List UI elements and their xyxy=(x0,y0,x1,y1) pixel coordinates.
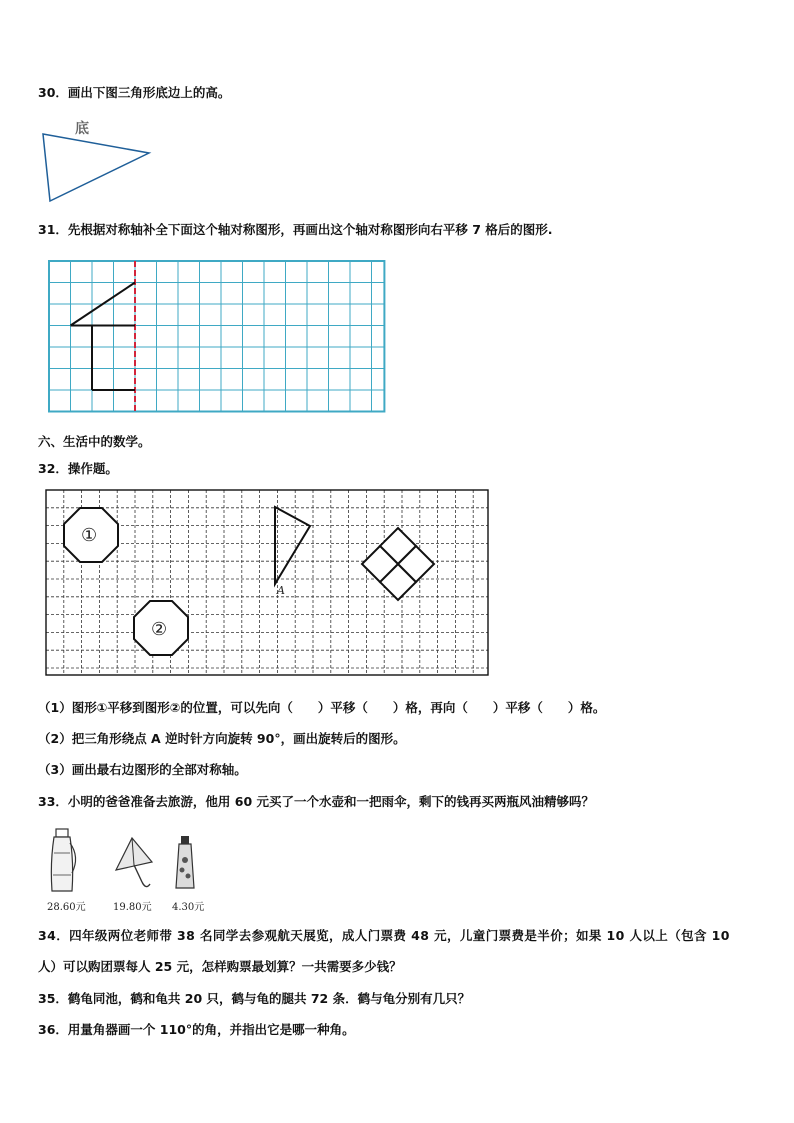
triangle-shape xyxy=(275,507,310,584)
q30-base-label: 底 xyxy=(75,121,89,137)
q32-sub2: （2）把三角形绕点 A 逆时针方向旋转 90°，画出旋转后的图形。 xyxy=(38,731,406,746)
q30-text: 30．画出下图三角形底边上的高。 xyxy=(38,85,231,100)
q35-text: 35．鹤龟同池，鹤和龟共 20 只，鹤与龟的腿共 72 条．鹤与龟分别有几只？ xyxy=(38,991,471,1006)
q36-text: 36．用量角器画一个 110°的角，并指出它是哪一种角。 xyxy=(38,1022,355,1037)
q34-line1: 34．四年级两位老师带 38 名同学去参观航天展览，成人门票费 48 元，儿童门票费是半价；如果 10 人以上（包含 10 xyxy=(38,928,730,943)
section6-title: 六、生活中的数学。 xyxy=(38,434,151,449)
shape1-label: ① xyxy=(81,525,98,546)
q31-text: 31．先根据对称轴补全下面这个轴对称图形，再画出这个轴对称图形向右平移 7 格后的图形. xyxy=(38,222,553,237)
kettle-icon xyxy=(48,823,84,895)
point-a-label: A xyxy=(277,584,285,597)
oil-bottle-price: 4.30元 xyxy=(172,902,205,913)
q33-text: 33．小明的爸爸准备去旅游，他用 60 元买了一个水壶和一把雨伞，剩下的钱再买两瓶风油精够吗？ xyxy=(38,794,594,809)
q32-sub3: （3）画出最右边图形的全部对称轴。 xyxy=(38,762,247,777)
shape2-label: ② xyxy=(151,619,168,640)
q32-sub1: （1）图形①平移到图形②的位置，可以先向（ ）平移（ ）格，再向（ ）平移（ ）格。 xyxy=(38,700,606,715)
q34-line2: 人）可以购团票每人 25 元，怎样购票最划算？一共需要多少钱？ xyxy=(38,959,402,974)
umbrella-icon xyxy=(112,832,158,894)
q32-text: 32．操作题。 xyxy=(38,461,118,476)
umbrella-price: 19.80元 xyxy=(113,902,152,913)
flower-spacer xyxy=(380,508,416,528)
oil-bottle-icon xyxy=(172,834,198,892)
kettle-price: 28.60元 xyxy=(47,902,86,913)
